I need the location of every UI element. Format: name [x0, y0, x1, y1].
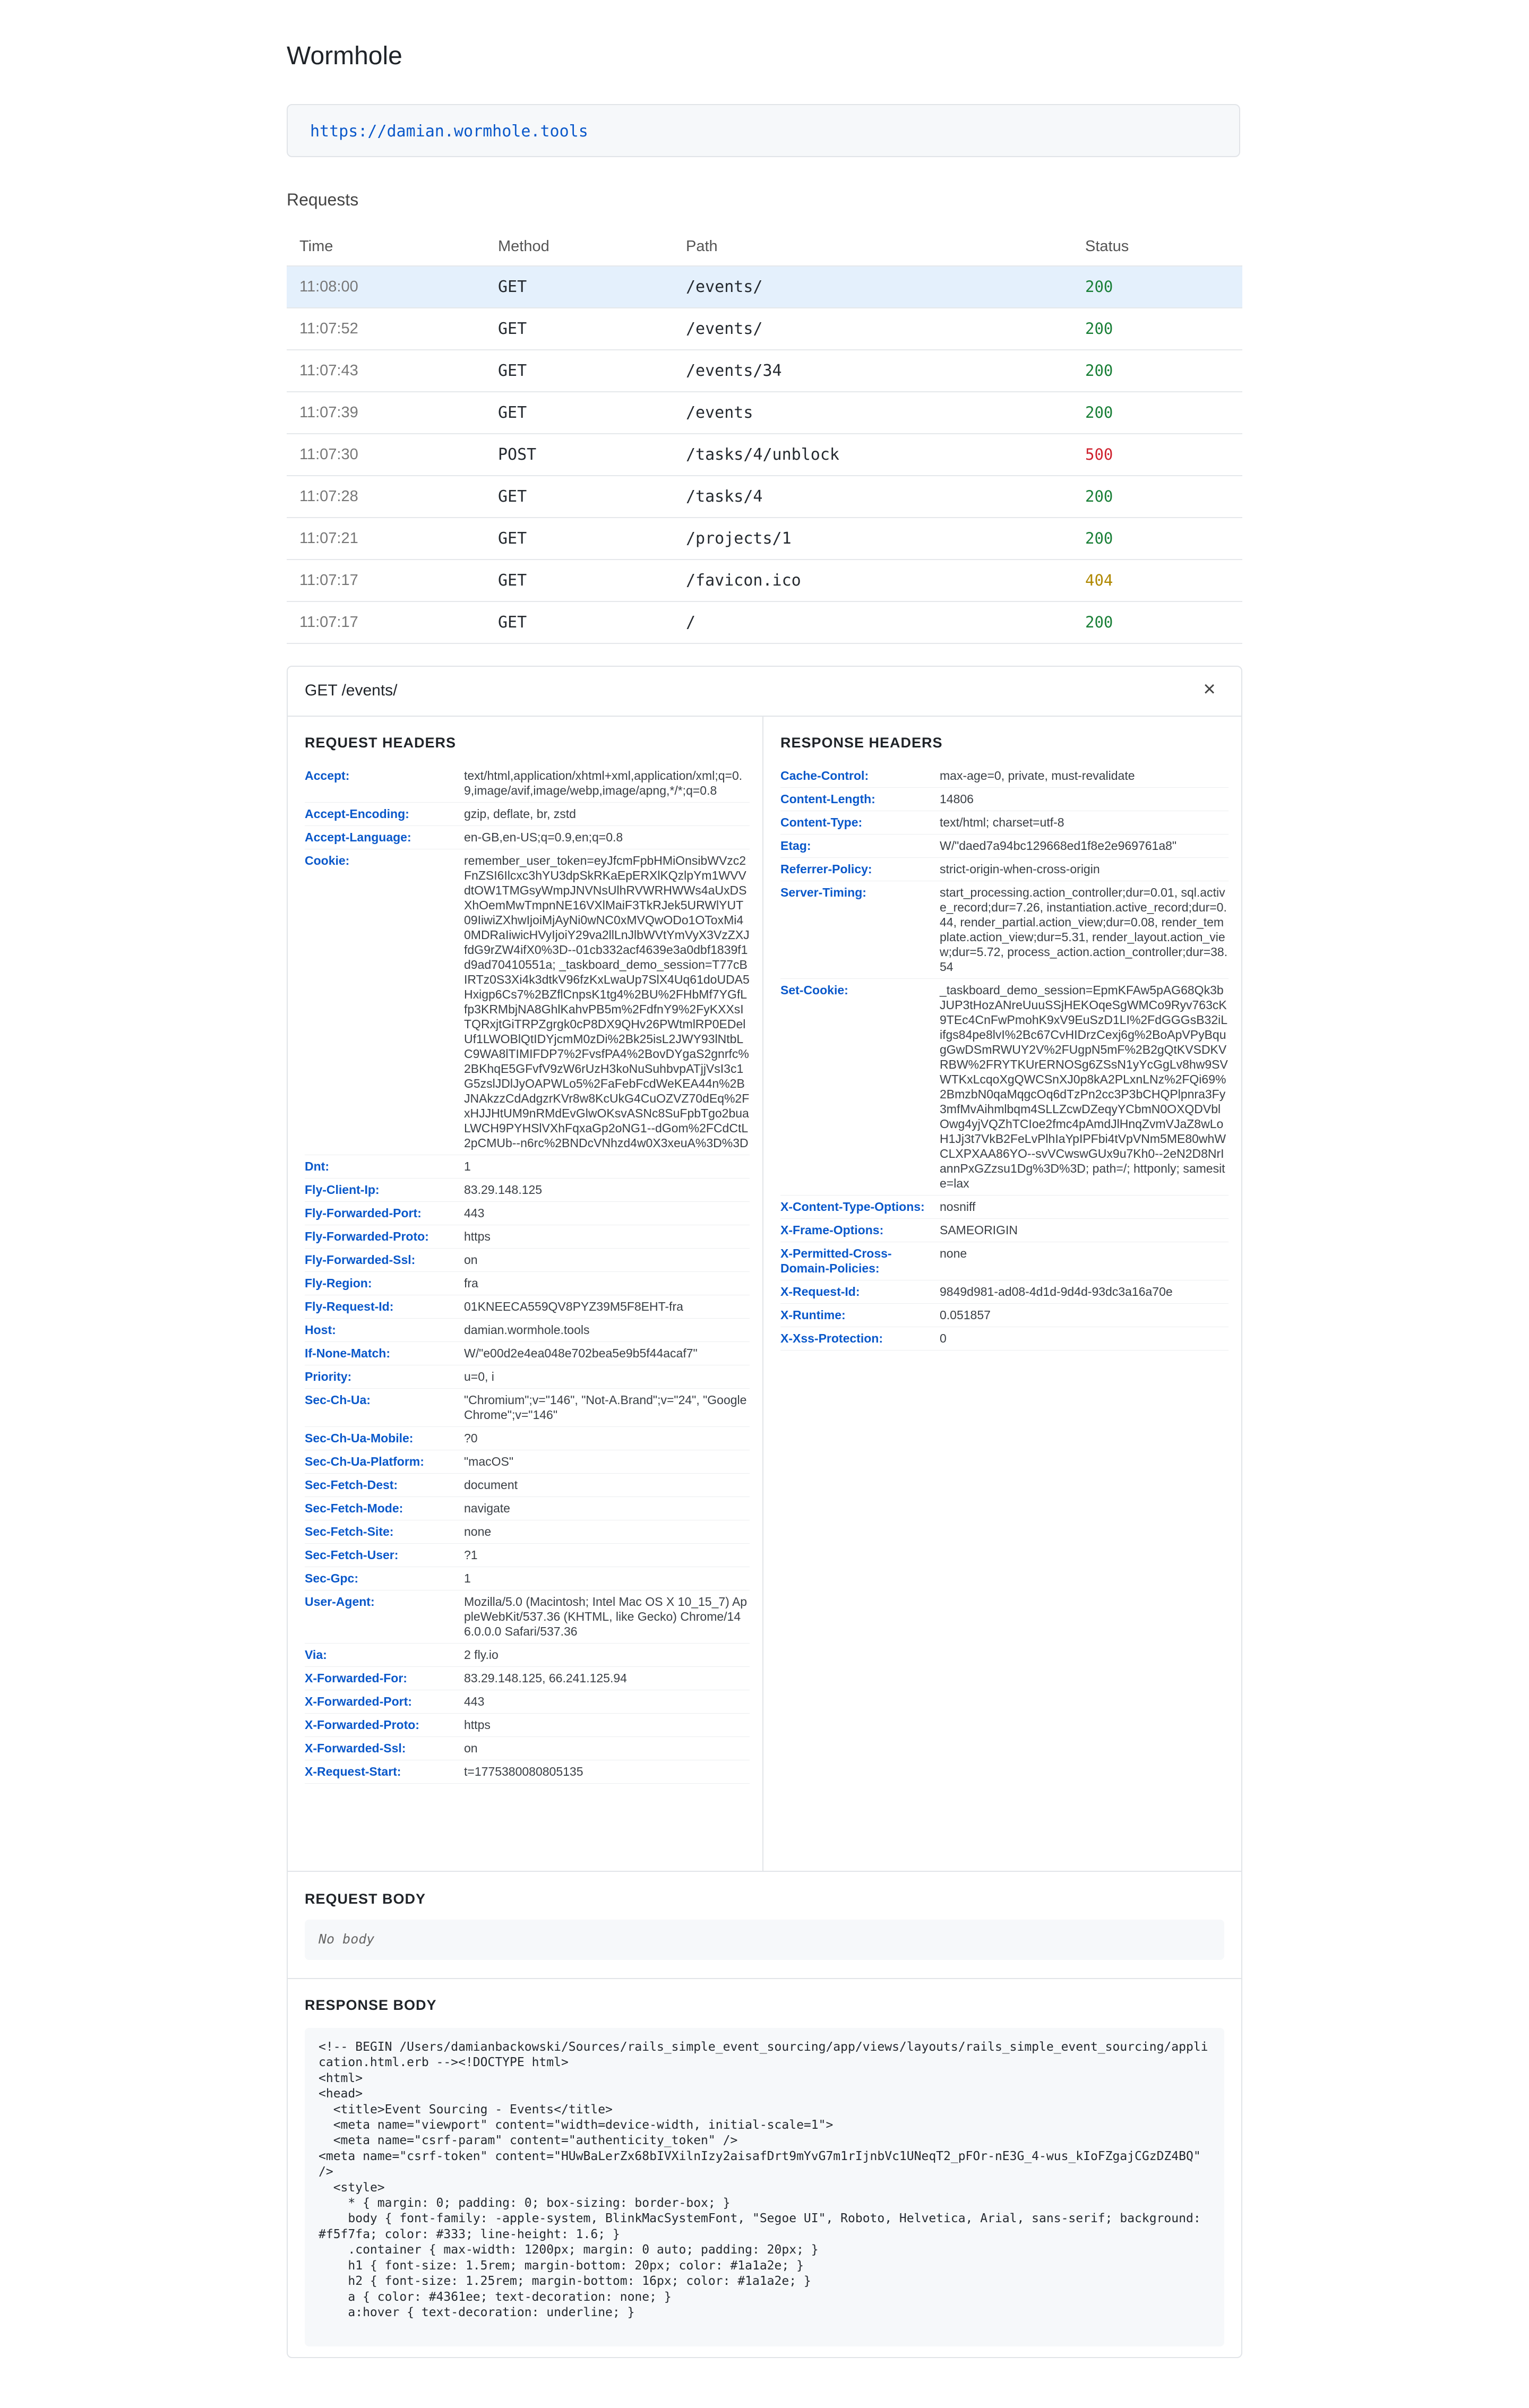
header-name: Dnt: [305, 1159, 329, 1173]
request-path: /events/ [686, 278, 763, 296]
header-value: on [464, 1741, 478, 1755]
header-value: document [464, 1478, 518, 1492]
request-body-empty: No body [319, 1931, 375, 1947]
table-row[interactable] [287, 476, 1242, 518]
header-row [305, 1520, 750, 1544]
request-status: 200 [1085, 278, 1113, 296]
header-value: text/html,application/xhtml+xml,application/xml;q=0.9,image/avif,image/webp,image/apng,*/*;q=0.8 [464, 769, 743, 797]
header-value: start_processing.action_controller;dur=0.01, sql.active_record;dur=7.26, instantiation.active_record;dur=0.44, render_partial.action_view;dur=0.08, render_template.action_view;dur=5.31, render_layout.action_view;dur=5.72, process_action.action_controller;dur=38.54 [940, 885, 1228, 974]
header-value: "macOS" [464, 1455, 514, 1468]
table-row[interactable] [287, 266, 1242, 308]
header-name: Priority: [305, 1370, 352, 1383]
header-value: 1 [464, 1159, 471, 1173]
request-path: /events [686, 403, 753, 422]
header-value: none [464, 1525, 492, 1538]
header-row [780, 881, 1229, 979]
response-body-title: RESPONSE BODY [305, 1997, 437, 2013]
header-row [305, 1590, 750, 1644]
header-row [305, 1365, 750, 1389]
header-name: X-Request-Id: [780, 1285, 860, 1298]
header-name: X-Content-Type-Options: [780, 1200, 925, 1214]
header-name: X-Permitted-Cross-Domain-Policies: [780, 1246, 892, 1275]
header-row [780, 1304, 1229, 1327]
column-header-status: Status [1085, 238, 1129, 255]
header-value: 443 [464, 1695, 485, 1708]
header-value: 0.051857 [940, 1308, 991, 1322]
header-row [305, 1295, 750, 1319]
header-name: Accept-Language: [305, 830, 411, 844]
header-value: https [464, 1718, 491, 1732]
header-name: Etag: [780, 839, 811, 853]
header-value: 1 [464, 1571, 471, 1585]
header-value: ?0 [464, 1431, 478, 1445]
request-path: /tasks/4 [686, 487, 763, 506]
column-header-path: Path [686, 238, 718, 255]
close-icon[interactable]: × [1203, 677, 1216, 701]
header-value: 83.29.148.125, 66.241.125.94 [464, 1671, 627, 1685]
header-value: 0 [940, 1331, 947, 1345]
header-row [305, 849, 750, 1155]
header-row [305, 1249, 750, 1272]
request-time: 11:07:28 [299, 488, 358, 505]
request-status: 200 [1085, 613, 1113, 631]
header-value: en-GB,en-US;q=0.9,en;q=0.8 [464, 830, 623, 844]
header-name: Sec-Ch-Ua-Platform: [305, 1455, 424, 1468]
header-name: Fly-Region: [305, 1276, 372, 1290]
table-row[interactable] [287, 350, 1242, 392]
header-name: X-Forwarded-For: [305, 1671, 407, 1685]
header-name: X-Frame-Options: [780, 1223, 884, 1237]
header-name: Fly-Request-Id: [305, 1300, 394, 1313]
header-value: nosniff [940, 1200, 976, 1214]
header-name: X-Runtime: [780, 1308, 846, 1322]
header-row [780, 1196, 1229, 1219]
header-row [305, 1737, 750, 1760]
header-value: gzip, deflate, br, zstd [464, 807, 576, 821]
header-name: Fly-Forwarded-Proto: [305, 1229, 429, 1243]
header-row [780, 979, 1229, 1196]
request-time: 11:08:00 [299, 278, 358, 295]
header-value: navigate [464, 1501, 510, 1515]
request-body-section [288, 1872, 1241, 1978]
header-row [780, 1242, 1229, 1280]
response-body-box[interactable] [305, 2028, 1224, 2346]
request-time: 11:07:39 [299, 404, 358, 421]
response-headers-list [780, 764, 1229, 1351]
tunnel-url-box [287, 104, 1240, 157]
header-name: Fly-Forwarded-Ssl: [305, 1253, 416, 1267]
response-body-section [288, 1978, 1241, 2351]
header-value: _taskboard_demo_session=EpmKFAw5pAG68Qk3bJUP3tHozANreUuuSSjHEKOqeSgWMCo9Ryv763cK9TEc4CnFwPmohK9xV9EuSzD1LI%2FdGGGsB32iLifgs84pe8lvI%2Bc67CvHIDrzCexj6g%2BoApVPyBqugGwDSmRWUY2V%2FUgpN5mF%2B2gQtKVSDKVRBW%2FRYTKUrERNOSg6ZSsN1yYcGgLv8hw9SVWTKxLcqoXgQWCSnXJ0p8kA2PLxnLNz%2FQi69%2BmzbN0qaMqgcOq6dTzPn2cc3P3bCHQPlpnra3Fy3mfMvAihmlbqm4SLLZcwDZeqyYCbmN0OXQDVblOwg4yjVQZhTCIoe2fmc4pAmdJlHnqZvmVJaZ8wLoH1Jj3t7VkB2FeLvPlhIaYpIPFbi4tVpVNm5ME80whWCLXPXAA86YO--svVCwswGUx9u7Kh0--2eN2D8NrIannPxGZzsu1Dg%3D%3D; path=/; httponly; samesite=lax [940, 983, 1228, 1190]
request-time: 11:07:17 [299, 572, 358, 589]
requests-table [287, 227, 1242, 644]
header-row [305, 1155, 750, 1179]
request-time: 11:07:52 [299, 320, 358, 337]
header-row [305, 1225, 750, 1249]
header-name: Sec-Gpc: [305, 1571, 358, 1585]
header-value: u=0, i [464, 1370, 494, 1383]
header-name: Sec-Fetch-Mode: [305, 1501, 403, 1515]
header-name: Cache-Control: [780, 769, 869, 782]
detail-header [288, 667, 1241, 717]
header-row [305, 1714, 750, 1737]
table-row[interactable] [287, 602, 1242, 644]
tunnel-url-link[interactable]: https://damian.wormhole.tools [310, 122, 588, 141]
request-time: 11:07:17 [299, 614, 358, 631]
header-name: Via: [305, 1648, 327, 1662]
response-headers-column [763, 716, 1241, 1871]
request-path: /projects/1 [686, 529, 792, 548]
request-path: / [686, 613, 696, 632]
header-value: SAMEORIGIN [940, 1223, 1018, 1237]
header-name: Server-Timing: [780, 885, 866, 899]
header-value: 9849d981-ad08-4d1d-9d4d-93dc3a16a70e [940, 1285, 1173, 1298]
column-header-time: Time [299, 238, 333, 255]
header-value: 443 [464, 1206, 485, 1220]
request-status: 200 [1085, 403, 1113, 422]
header-value: fra [464, 1276, 478, 1290]
requests-heading: Requests [287, 190, 359, 209]
header-row [780, 1327, 1229, 1351]
header-name: X-Forwarded-Proto: [305, 1718, 419, 1732]
request-method: GET [498, 362, 527, 380]
request-headers-column [288, 716, 763, 1871]
request-method: GET [498, 320, 527, 338]
headers-section [288, 716, 1241, 1872]
header-row [305, 1544, 750, 1567]
request-status: 200 [1085, 487, 1113, 505]
request-status: 200 [1085, 529, 1113, 547]
column-header-method: Method [498, 238, 549, 255]
header-row [305, 1760, 750, 1784]
table-row[interactable] [287, 392, 1242, 434]
table-row[interactable] [287, 308, 1242, 350]
header-row [305, 1644, 750, 1667]
header-row [305, 1497, 750, 1520]
request-time: 11:07:21 [299, 530, 358, 547]
header-row [780, 858, 1229, 881]
request-body-title: REQUEST BODY [305, 1891, 426, 1907]
header-name: Sec-Ch-Ua: [305, 1393, 371, 1407]
header-name: Sec-Fetch-User: [305, 1548, 399, 1562]
header-value: on [464, 1253, 478, 1267]
request-status: 404 [1085, 571, 1113, 589]
request-status: 500 [1085, 445, 1113, 463]
header-name: X-Request-Start: [305, 1765, 401, 1778]
request-detail-panel [287, 666, 1242, 2358]
request-body-box [305, 1920, 1224, 1960]
header-row [780, 788, 1229, 811]
header-name: Fly-Forwarded-Port: [305, 1206, 422, 1220]
header-row [305, 1342, 750, 1365]
table-row[interactable] [287, 434, 1242, 476]
header-value: max-age=0, private, must-revalidate [940, 769, 1135, 782]
request-method: GET [498, 403, 527, 422]
request-status: 200 [1085, 320, 1113, 338]
header-name: X-Xss-Protection: [780, 1331, 883, 1345]
header-row [305, 826, 750, 849]
header-name: Accept-Encoding: [305, 807, 409, 821]
header-value: none [940, 1246, 967, 1260]
header-value: remember_user_token=eyJfcmFpbHMiOnsibWVzc2FnZSI6Ilcxc3hYU3dpSkRKaEpERXlKQzlpYm1WVVdtOW1TMGsyWmpJNVNsUlhRVWRHWWs4aUxDSXhOemMwTmpnNE16VXlMaiF3TkRJek5URWlYUT09IiwiZXhwIjoiMjAyNi0wNC0xMVQwODo1OToxMi40MDRaIiwicHVyIjoiY29va2llLnJlbWVtYmVyX3VzZXJfdG9rZW4ifX0%3D--01cb332acf4639e3a0dbf1839f1d9ad70410551a; _taskboard_demo_session=T77cBIRTz0S3Xi4k3dtkV96fzKxLwaUp7SlX4Uq61doUDA5Hxigp6Cs7%2BZflCnpsK1tg4%2BU%2FHbMf7YGfLfp3KRMbjNA8GhlKahvPB5m%2FdfnY9%2FyKXXsITQRxjtGiTRPZgrgk0cP8DX9QHv26PWtmlRP0EDelUf1LWOBlQtIDYjcmM0zDi%2Bk25isL2JWY93lNtbLC9WA8lTIMIFDP7%2FvsfPA4%2BovDYgaS2gnrfc%2BKhqE5GFvfV9zW6rUzH3koNuSuhbvpATjjVsI3c1G5zslJDlJyOAPWLo5%2FaFebFcdWeKEA44n%2BJNAkzzCdAdgzrKVr8w8KcUkG4CuOZVZ70dEq%2FxHJJHtUM9nRMdEvGlwOKsvASNc8SuFpbTgo2buaLWCH9PYHSlVXhFqxaGp2oNG1--dGom%2FCdCtL2pCMUb--n6rc%2BNDcVNhzd4w0X3xeuA%3D%3D [464, 854, 750, 1150]
header-row [780, 1219, 1229, 1242]
header-value: 01KNEECA559QV8PYZ39M5F8EHT-fra [464, 1300, 683, 1313]
header-name: Referrer-Policy: [780, 862, 872, 876]
header-row [305, 1202, 750, 1225]
header-name: Sec-Fetch-Dest: [305, 1478, 398, 1492]
response-body-code: <!-- BEGIN /Users/damianbackowski/Sources/rails_simple_event_sourcing/app/views/layouts/rails_simple_event_sourcing/application.html.erb --><!DOCTYPE html> <html> <head> <title>Event Sourcing - Events</title> <meta name="viewport" content="width=device-width, initial-scale=1"> <meta name="csrf-param" content="authenticity_token" /> <meta name="csrf-token" content="HUwBaLerZx68bIVXilnIzy2aisafDrt9mYvG7m1rIjnbVc1UNeqT2_pFOr-nE3G_4-wus_kIoFZgajCGzDZ4BQ" /> <style> * { margin: 0; padding: 0; box-sizing: border-box; } body { font-family: -apple-system, BlinkMacSystemFont, "Segoe UI", Roboto, Helvetica, Arial, sans-serif; background: #f5f7fa; color: #333; line-height: 1.6; } .container { max-width: 1200px; margin: 0 auto; padding: 20px; } h1 { font-size: 1.5rem; margin-bottom: 20px; color: #1a1a2e; } h2 { font-size: 1.25rem; margin-bottom: 16px; color: #1a1a2e; } a { color: #4361ee; text-decoration: none; } a:hover { text-decoration: underline; } [319, 2040, 1208, 2319]
header-value: ?1 [464, 1548, 478, 1562]
request-path: /events/34 [686, 362, 782, 380]
header-row [305, 1450, 750, 1474]
table-row[interactable] [287, 560, 1242, 602]
request-path: /events/ [686, 320, 763, 338]
header-name: User-Agent: [305, 1595, 375, 1609]
header-name: X-Forwarded-Ssl: [305, 1741, 406, 1755]
request-path: /favicon.ico [686, 571, 801, 590]
header-row [305, 803, 750, 826]
request-path: /tasks/4/unblock [686, 445, 839, 464]
header-value: 14806 [940, 792, 974, 806]
request-time: 11:07:30 [299, 446, 358, 463]
header-value: W/"daed7a94bc129668ed1f8e2e969761a8" [940, 839, 1177, 853]
header-name: Sec-Fetch-Site: [305, 1525, 394, 1538]
header-row [305, 1272, 750, 1295]
header-name: Content-Length: [780, 792, 875, 806]
table-body [287, 266, 1242, 644]
header-row [305, 1179, 750, 1202]
app-title: Wormhole [287, 42, 402, 70]
request-method: GET [498, 278, 527, 296]
header-name: Content-Type: [780, 815, 863, 829]
response-headers-title: RESPONSE HEADERS [780, 735, 943, 751]
header-row [305, 1690, 750, 1714]
request-status: 200 [1085, 362, 1113, 380]
request-method: GET [498, 487, 527, 506]
header-name: Set-Cookie: [780, 983, 848, 997]
header-row [780, 1280, 1229, 1304]
header-row [305, 764, 750, 803]
table-row[interactable] [287, 518, 1242, 560]
header-value: https [464, 1229, 491, 1243]
header-row [305, 1667, 750, 1690]
header-row [780, 764, 1229, 788]
header-row [305, 1427, 750, 1450]
request-headers-list [305, 764, 750, 1784]
request-time: 11:07:43 [299, 362, 358, 379]
header-row [780, 835, 1229, 858]
header-value: Mozilla/5.0 (Macintosh; Intel Mac OS X 10_15_7) AppleWebKit/537.36 (KHTML, like Gecko) Chrome/146.0.0.0 Safari/537.36 [464, 1595, 748, 1638]
table-header [287, 227, 1242, 266]
header-row [780, 811, 1229, 835]
header-value: strict-origin-when-cross-origin [940, 862, 1100, 876]
header-value: "Chromium";v="146", "Not-A.Brand";v="24", "Google Chrome";v="146" [464, 1393, 750, 1422]
header-value: W/"e00d2e4ea048e702bea5e9b5f44acaf7" [464, 1346, 698, 1360]
header-row [305, 1389, 750, 1427]
request-method: GET [498, 571, 527, 590]
header-value: 2 fly.io [464, 1648, 499, 1662]
header-value: t=1775380080805135 [464, 1765, 583, 1778]
header-name: Sec-Ch-Ua-Mobile: [305, 1431, 414, 1445]
header-row [305, 1319, 750, 1342]
request-headers-title: REQUEST HEADERS [305, 735, 457, 751]
header-name: X-Forwarded-Port: [305, 1695, 412, 1708]
header-name: If-None-Match: [305, 1346, 390, 1360]
request-method: GET [498, 529, 527, 548]
header-value: 83.29.148.125 [464, 1183, 543, 1197]
header-row [305, 1474, 750, 1497]
header-row [305, 1567, 750, 1590]
header-name: Fly-Client-Ip: [305, 1183, 380, 1197]
header-value: text/html; charset=utf-8 [940, 815, 1064, 829]
header-name: Accept: [305, 769, 350, 782]
header-value: damian.wormhole.tools [464, 1323, 590, 1337]
request-method: POST [498, 445, 537, 464]
header-name: Host: [305, 1323, 336, 1337]
request-method: GET [498, 613, 527, 632]
header-name: Cookie: [305, 854, 350, 867]
detail-title: GET /events/ [305, 682, 398, 699]
